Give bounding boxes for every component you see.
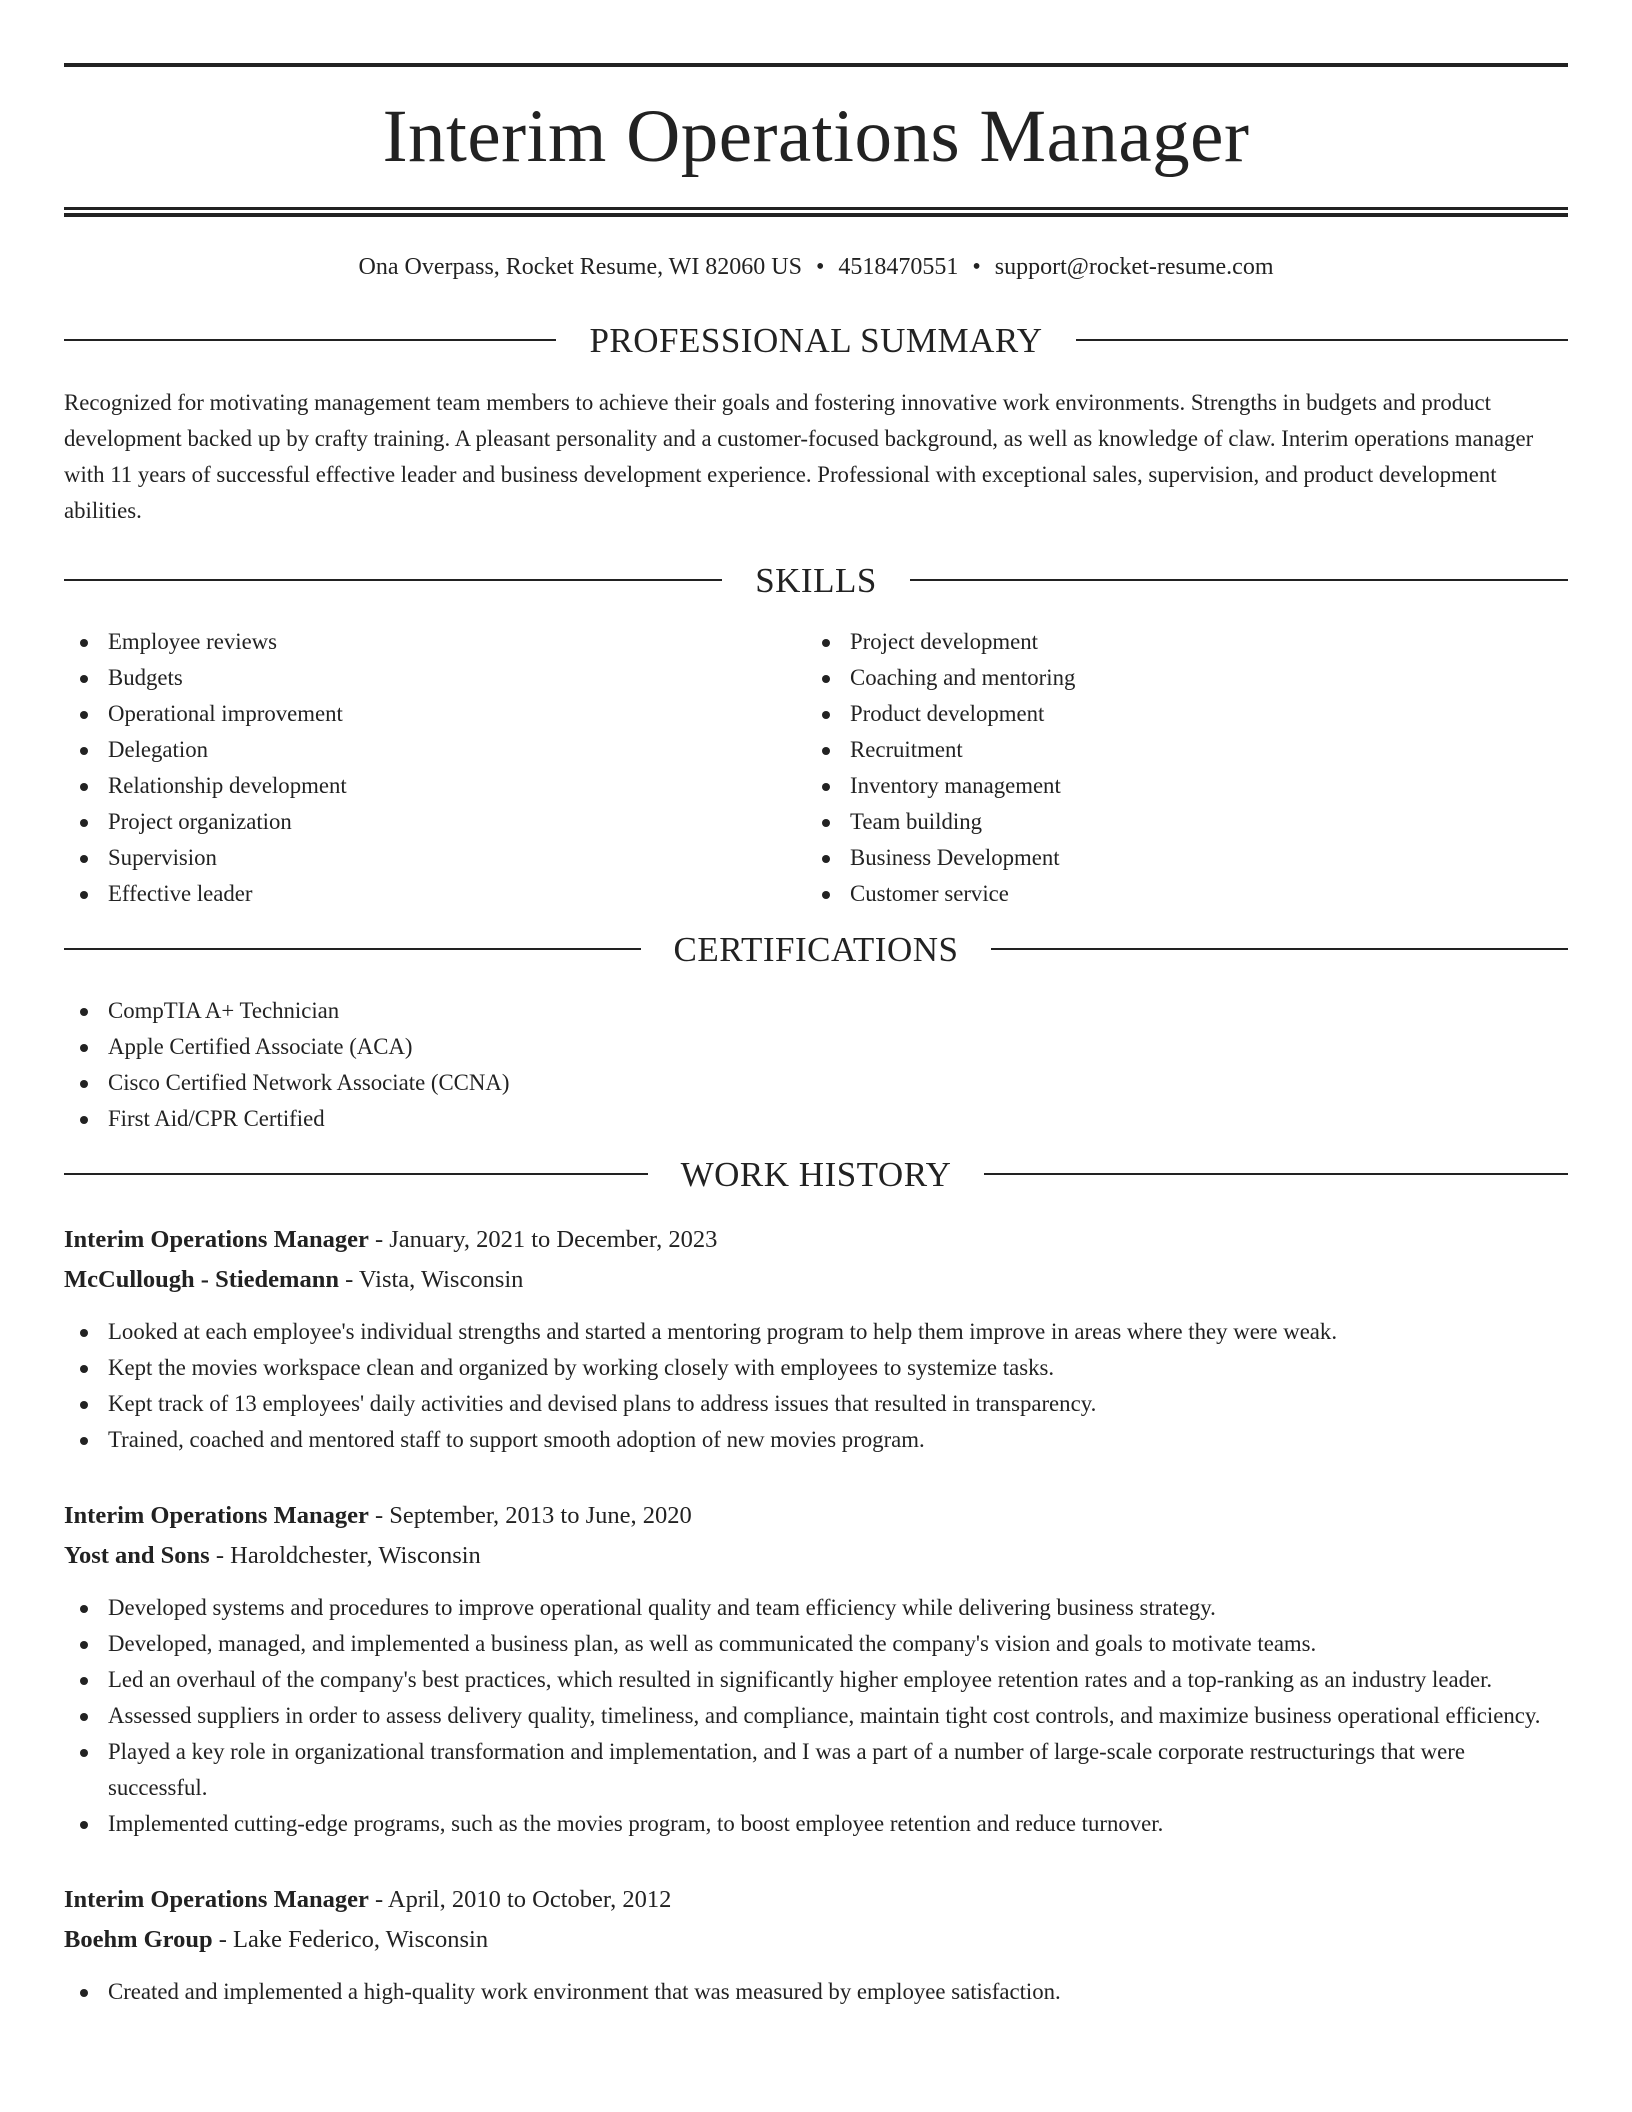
- contact-separator: •: [815, 254, 825, 280]
- job-duties-list: [64, 1974, 1568, 2010]
- job-company-line: [64, 1536, 1568, 1576]
- summary-section-heading: [64, 320, 1568, 360]
- skills-section-heading: [64, 560, 1568, 600]
- contact-address: Ona Overpass, Rocket Resume, WI 82060 US: [358, 254, 802, 280]
- certification-item: Cisco Certified Network Associate (CCNA): [64, 1065, 1568, 1101]
- job-duty-item: Looked at each employee's individual strengths and started a mentoring program to help them improve in areas where they were weak.: [64, 1314, 1568, 1350]
- summary-text: Recognized for motivating management team members to achieve their goals and fostering innovative work environments. Strengths in budgets and product development backed up by crafty training. A pleasant personality and a customer-focused background, as well as knowledge of claw. Interim operations manager with 11 years of successful effective leader and business development experience. Professional with exceptional sales, supervision, and product development abilities.: [64, 389, 1534, 523]
- certifications-section-heading: [64, 929, 1568, 969]
- skill-item: Coaching and mentoring: [806, 660, 1548, 696]
- summary-heading: PROFESSIONAL SUMMARY: [589, 320, 1043, 360]
- job-entry: [64, 1496, 1568, 1842]
- job-duties-list: [64, 1590, 1568, 1842]
- skill-item: Delegation: [64, 732, 806, 768]
- certifications-list: [64, 993, 1568, 1137]
- job-company-line: [64, 1920, 1568, 1960]
- work-heading: WORK HISTORY: [680, 1154, 952, 1194]
- job-title-line: [64, 1220, 1568, 1260]
- certification-item: CompTIA A+ Technician: [64, 993, 1568, 1029]
- skill-item: Product development: [806, 696, 1548, 732]
- job-company: Boehm Group: [64, 1925, 213, 1953]
- job-entry: [64, 1220, 1568, 1458]
- skill-item: Operational improvement: [64, 696, 806, 732]
- heading-rule: [64, 339, 556, 341]
- job-dates: - April, 2010 to October, 2012: [368, 1885, 672, 1913]
- job-location: - Lake Federico, Wisconsin: [212, 1925, 489, 1953]
- job-entry: [64, 1880, 1568, 2010]
- job-company: Yost and Sons: [64, 1541, 210, 1569]
- job-duty-item: Developed systems and procedures to improve operational quality and team efficiency while delivering business strategy.: [64, 1590, 1568, 1626]
- job-title: Interim Operations Manager: [64, 1885, 369, 1913]
- skill-item: Effective leader: [64, 876, 806, 912]
- resume-title: Interim Operations Manager: [382, 95, 1250, 178]
- title-double-rule: [64, 207, 1568, 217]
- job-dates: - September, 2013 to June, 2020: [368, 1501, 692, 1529]
- certification-item: Apple Certified Associate (ACA): [64, 1029, 1568, 1065]
- certifications-heading: CERTIFICATIONS: [673, 929, 959, 969]
- skill-item: Employee reviews: [64, 624, 806, 660]
- job-duty-item: Created and implemented a high-quality work environment that was measured by employee satisfaction.: [64, 1974, 1568, 2010]
- top-rule: [64, 63, 1568, 67]
- certification-item: First Aid/CPR Certified: [64, 1101, 1568, 1137]
- job-duty-item: Assessed suppliers in order to assess delivery quality, timeliness, and compliance, maintain tight cost controls, and maximize business operational efficiency.: [64, 1698, 1568, 1734]
- heading-rule: [64, 579, 722, 581]
- job-duty-item: Kept track of 13 employees' daily activities and devised plans to address issues that resulted in transparency.: [64, 1386, 1568, 1422]
- job-location: - Vista, Wisconsin: [338, 1265, 524, 1293]
- heading-rule: [984, 1173, 1568, 1175]
- job-duty-item: Trained, coached and mentored staff to support smooth adoption of new movies program.: [64, 1422, 1568, 1458]
- skills-heading: SKILLS: [755, 560, 877, 600]
- job-duty-item: Kept the movies workspace clean and organized by working closely with employees to systemize tasks.: [64, 1350, 1568, 1386]
- job-title: Interim Operations Manager: [64, 1501, 369, 1529]
- heading-rule: [64, 1173, 648, 1175]
- job-dates: - January, 2021 to December, 2023: [368, 1225, 718, 1253]
- skill-item: Inventory management: [806, 768, 1548, 804]
- skill-item: Recruitment: [806, 732, 1548, 768]
- skill-item: Project development: [806, 624, 1548, 660]
- heading-rule: [991, 948, 1568, 950]
- heading-rule: [910, 579, 1568, 581]
- job-company-line: [64, 1260, 1568, 1300]
- skills-column-right: [806, 624, 1548, 912]
- skill-item: Business Development: [806, 840, 1548, 876]
- job-title-line: [64, 1496, 1568, 1536]
- work-history-list: [64, 1220, 1568, 2010]
- skills-list: [64, 624, 1568, 912]
- heading-rule: [1076, 339, 1568, 341]
- skill-item: Budgets: [64, 660, 806, 696]
- skill-item: Team building: [806, 804, 1548, 840]
- heading-rule: [64, 948, 641, 950]
- contact-email: support@rocket-resume.com: [994, 254, 1274, 280]
- job-title-line: [64, 1880, 1568, 1920]
- job-duty-item: Led an overhaul of the company's best practices, which resulted in significantly higher employee retention rates and a top-ranking as an industry leader.: [64, 1662, 1568, 1698]
- job-duty-item: Implemented cutting-edge programs, such as the movies program, to boost employee retention and reduce turnover.: [64, 1806, 1568, 1842]
- skills-column-left: [64, 624, 806, 912]
- contact-phone: 4518470551: [838, 254, 959, 280]
- job-duty-item: Developed, managed, and implemented a business plan, as well as communicated the company's vision and goals to motivate teams.: [64, 1626, 1568, 1662]
- job-duty-item: Played a key role in organizational transformation and implementation, and I was a part of a number of large-scale corporate restructurings that were successful.: [64, 1734, 1568, 1806]
- job-duties-list: [64, 1314, 1568, 1458]
- skill-item: Project organization: [64, 804, 806, 840]
- skill-item: Customer service: [806, 876, 1548, 912]
- skill-item: Supervision: [64, 840, 806, 876]
- work-section-heading: [64, 1154, 1568, 1194]
- job-company: McCullough - Stiedemann: [64, 1265, 339, 1293]
- contact-line: [64, 253, 1568, 282]
- contact-separator: •: [972, 254, 981, 280]
- skill-item: Relationship development: [64, 768, 806, 804]
- job-title: Interim Operations Manager: [64, 1225, 369, 1253]
- resume-page: [64, 0, 1568, 2010]
- job-location: - Haroldchester, Wisconsin: [209, 1541, 481, 1569]
